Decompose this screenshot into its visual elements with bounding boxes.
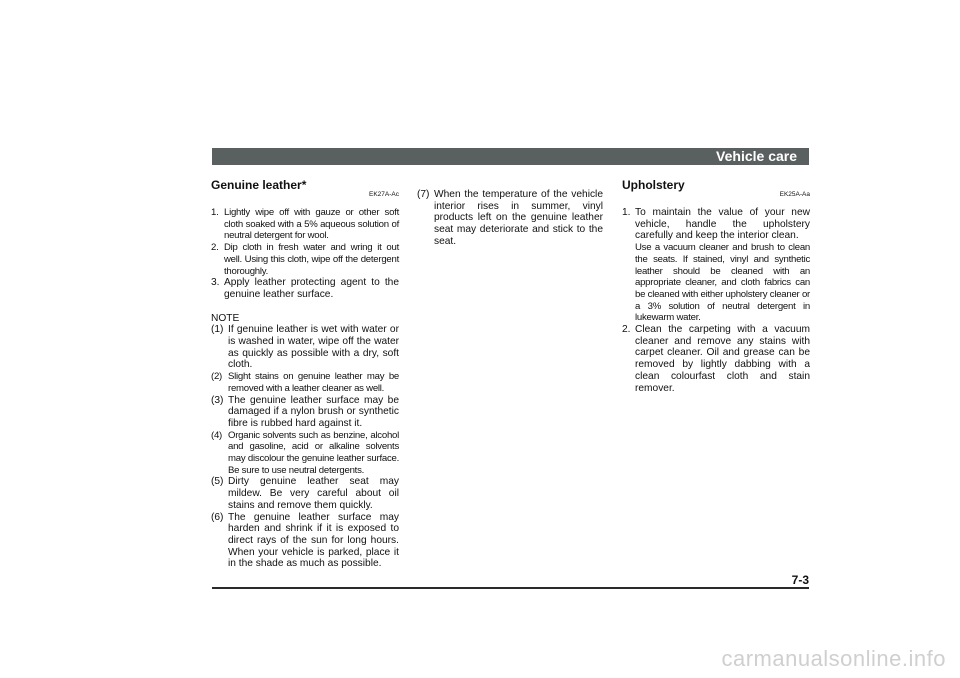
note-item-2: (2) Slight stains on genuine leather may be removed with a leather cleaner as well. xyxy=(211,371,399,394)
genuine-leather-title: Genuine leather* xyxy=(211,178,307,192)
page-number: 7-3 xyxy=(791,573,809,587)
genuine-leather-code: EK27A-Ac xyxy=(369,191,399,198)
note-item-1: (1) If genuine leather is wet with water or is washed in water, wipe off the water as quickly as possible with a dry, soft cloth. xyxy=(211,324,399,371)
leather-step-2: 2. Dip cloth in fresh water and wring it out well. Using this cloth, wipe off the detergent thoroughly. xyxy=(211,242,399,277)
note-item-5: (5) Dirty genuine leather seat may mildew. Be very careful about oil stains and remove them quickly. xyxy=(211,476,399,511)
note-item-7: (7) When the temperature of the vehicle interior rises in summer, vinyl products left on the genuine leather seat may deteriorate and stick to the seat. xyxy=(417,189,603,247)
genuine-leather-column xyxy=(211,178,399,570)
upholstery-code: EK25A-Aa xyxy=(779,191,810,198)
watermark: carmanualsonline.info xyxy=(721,646,946,671)
note-label: NOTE xyxy=(211,312,240,324)
leather-step-1: 1. Lightly wipe off with gauze or other soft cloth soaked with a 5% aqueous solution of neutral detergent for wool. xyxy=(211,207,399,242)
upholstery-title: Upholstery xyxy=(622,178,685,192)
leather-step-3: 3. Apply leather protecting agent to the genuine leather surface. xyxy=(211,277,399,300)
upholstery-step-2: 2. Clean the carpeting with a vacuum cleaner and remove any stains with carpet cleaner. Oil and grease can be removed by lightly dabbing with a clean colourfast cloth and stain remover. xyxy=(622,324,810,394)
upholstery-column xyxy=(622,178,810,394)
upholstery-step-1-continuation: Use a vacuum cleaner and brush to clean the seats. If stained, vinyl and synthetic leather should be cleaned with an appropriate cleaner, and cloth fabrics can be cleaned with either upholstery cleaner or a 3% solution of neutral detergent in lukewarm water. xyxy=(635,242,810,324)
section-title: Vehicle care xyxy=(716,148,797,164)
note-continuation-column xyxy=(417,189,603,248)
header-bar xyxy=(212,148,809,165)
footer-divider xyxy=(212,587,809,589)
note-item-6: (6) The genuine leather surface may harden and shrink if it is exposed to direct rays of the sun for long hours. When your vehicle is parked, place it in the shade as much as possible. xyxy=(211,511,399,570)
upholstery-step-1: 1. To maintain the value of your new vehicle, handle the upholstery carefully and keep the interior clean. xyxy=(622,207,810,242)
note-item-3: (3) The genuine leather surface may be damaged if a nylon brush or synthetic fibre is rubbed hard against it. xyxy=(211,394,399,429)
note-item-4: (4) Organic solvents such as benzine, alcohol and gasoline, acid or alkaline solvents may discolour the genuine leather surface. Be sure to use neutral detergents. xyxy=(211,429,399,476)
